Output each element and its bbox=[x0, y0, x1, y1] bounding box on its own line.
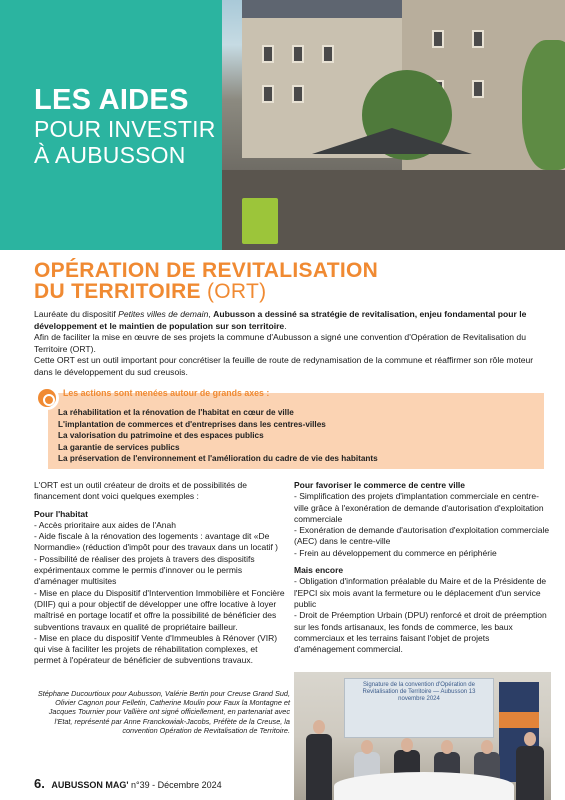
actions-title: Les actions sont menées autour de grands axes : bbox=[63, 388, 270, 398]
window-shape bbox=[262, 45, 274, 63]
section-title-main: DU TERRITOIRE bbox=[34, 280, 201, 304]
window-shape bbox=[292, 45, 304, 63]
table-shape bbox=[334, 772, 514, 800]
encore-header: Mais encore bbox=[294, 565, 344, 576]
intro-p1-end: . bbox=[284, 320, 287, 331]
person-shape bbox=[306, 734, 332, 800]
list-item: - Possibilité de réaliser des projets à travers des dispositifs expérimentaux comme le permis d'innover ou le permis d'aménager multisites bbox=[34, 553, 255, 587]
list-item: La préservation de l'environnement et l'amélioration du cadre de vie des habitants bbox=[58, 454, 378, 464]
hero-banner bbox=[0, 0, 565, 250]
tree-shape bbox=[522, 40, 565, 170]
list-item: - Aide fiscale à la rénovation des logements : avantage dit «De Normandie» (réduction d'impôt pour des travaux dans un locatif ) bbox=[34, 531, 279, 553]
window-shape bbox=[432, 30, 444, 48]
commerce-header: Pour favoriser le commerce de centre ville bbox=[294, 480, 466, 490]
window-shape bbox=[472, 30, 484, 48]
head-shape bbox=[313, 720, 325, 734]
hero-title-line1: LES AIDES bbox=[34, 84, 189, 116]
intro-paragraph-1 bbox=[34, 309, 546, 332]
page-footer bbox=[34, 776, 222, 791]
window-shape bbox=[322, 45, 334, 63]
intro-p1-mid: , bbox=[208, 309, 214, 319]
section-title-line1: OPÉRATION DE REVITALISATION bbox=[34, 259, 379, 282]
screen-text: Signature de la convention d'Opération de Revitalisation de Territoire — Aubusson 13 novembre 2024 bbox=[362, 682, 476, 702]
photo-caption: Stéphane Ducourtioux pour Aubusson, Valérie Bertin pour Creuse Grand Sud, Olivier Cagnon pour Felletin, Catherine Moulin pour Faux la Montagne et Jacques Tournier pour Vallière ont signé officiellement, en partenariat avec l'Etat, représenté par Anne Franckowiak-Jacobs, Préfète de la Creuse, la convention Opération de Revitalisation de Territoire. bbox=[37, 689, 290, 735]
window-shape bbox=[262, 85, 274, 103]
list-item: La garantie de services publics bbox=[58, 442, 180, 452]
list-item: - Accès prioritaire aux aides de l'Anah bbox=[34, 519, 176, 530]
head-shape bbox=[361, 740, 373, 754]
left-intro: L'ORT est un outil créateur de droits et de possibilités de financement dont voici quelques exemples : bbox=[34, 480, 247, 502]
planter-shape bbox=[242, 198, 278, 244]
intro-p1-italic: Petites villes de demain bbox=[118, 309, 209, 319]
section-title bbox=[34, 260, 378, 303]
list-item: - Simplification des projets d'implantation commerciale en centre-ville grâce à l'exonération de demande d'autorisation d'exploitation commerciale bbox=[294, 491, 544, 524]
window-shape bbox=[292, 85, 304, 103]
right-column bbox=[294, 480, 550, 655]
intro-paragraph-2: Afin de faciliter la mise en œuvre de ses projets la commune d'Aubusson a signé une convention d'Opération de Revitalisation du Territoire (ORT). bbox=[34, 332, 526, 354]
head-shape bbox=[524, 732, 536, 746]
town-square-photo bbox=[222, 0, 565, 250]
left-column bbox=[34, 480, 286, 667]
page-number: 6. bbox=[34, 776, 45, 791]
hero-title-line2: POUR INVESTIR bbox=[34, 116, 216, 142]
list-item: - Frein au développement du commerce en périphérie bbox=[294, 547, 497, 558]
list-item: La valorisation du patrimoine et des espaces publics bbox=[58, 431, 264, 441]
section-title-abbr: (ORT) bbox=[207, 280, 267, 304]
target-icon bbox=[35, 386, 59, 410]
list-item: La réhabilitation et la rénovation de l'habitat en cœur de ville bbox=[58, 408, 294, 417]
actions-list bbox=[58, 407, 378, 465]
intro-paragraph-3: Cette ORT est un outil important pour concrétiser la feuille de route de redynamisation de la commune et réaffirmer son rôle moteur dans le développement du sud creusois. bbox=[34, 355, 534, 377]
intro-text bbox=[34, 309, 546, 379]
list-item: - Exonération de demande d'autorisation d'exploitation commerciale (AEC) dans le centre-ville bbox=[294, 525, 550, 547]
list-item: - Obligation d'information préalable du Maire et de la Présidente de l'EPCI six mois avant la fermeture ou le déplacement d'un service public bbox=[294, 576, 547, 609]
intro-p1-pre: Lauréate du dispositif bbox=[34, 309, 119, 319]
head-shape bbox=[481, 740, 493, 754]
list-item: L'implantation de commerces et d'entreprises dans les centres-villes bbox=[58, 419, 326, 429]
window-shape bbox=[472, 80, 484, 98]
list-item: - Mise en place du Dispositif d'Intervention Immobilière et Foncière (DIIF) qui a pour objectif de développer une offre locative à loyer maîtrisé en portage locatif et offre la possibilité de bénéficier des subventions travaux en qualité de propriétaire bailleur. bbox=[34, 587, 285, 632]
list-item: - Mise en place du dispositif Vente d'Immeubles à Rénover (VIR) qui vise à faciliter les projets de réhabilitation complexes, et permet à l'opérateur de bénéficier de subventions travaux. bbox=[34, 632, 278, 666]
habitat-header: Pour l'habitat bbox=[34, 508, 88, 519]
signing-photo bbox=[294, 672, 551, 800]
list-item: - Droit de Préemption Urbain (DPU) renforcé et droit de préemption sur les fonds artisanaux, les fonds de commerce, les baux commerciaux et les terrains faisant l'objet de projets d'aménagement commercial. bbox=[294, 610, 547, 655]
section-title-line2 bbox=[34, 281, 378, 302]
hero-title-line3: À AUBUSSON bbox=[34, 142, 186, 168]
banner-stripe bbox=[499, 712, 539, 728]
magazine-name: AUBUSSON MAG' bbox=[51, 780, 129, 790]
head-shape bbox=[441, 740, 453, 754]
hero-title bbox=[34, 86, 216, 167]
intro-p1-bold: Aubusson a dessiné sa stratégie de revitalisation, enjeu fondamental pour le développement et le maintien de population sur son territoire bbox=[34, 309, 527, 331]
issue-info: n°39 - Décembre 2024 bbox=[131, 780, 222, 790]
person-shape bbox=[516, 746, 544, 800]
head-shape bbox=[401, 738, 413, 752]
